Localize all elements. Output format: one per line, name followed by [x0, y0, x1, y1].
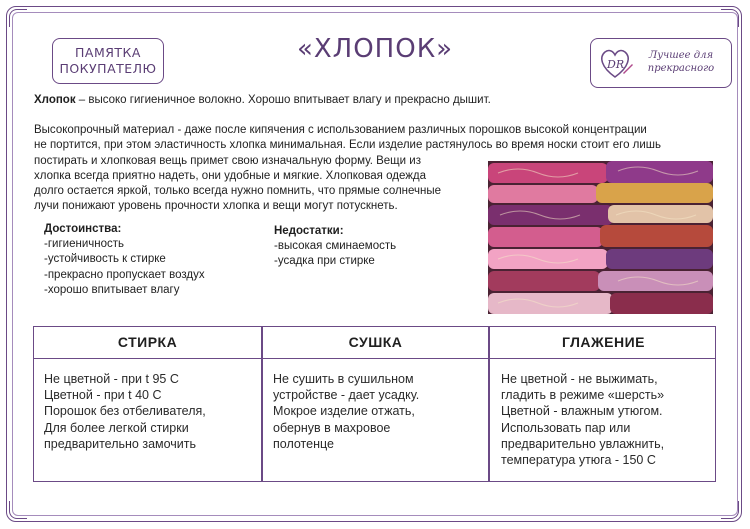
cell-line: Не цветной - при t 95 С — [44, 372, 179, 386]
paragraph-line: Высокопрочный материал - даже после кипячения с использованием различных порошков высокой концентрации — [34, 124, 647, 136]
cell-line: температура утюга - 150 С — [501, 453, 656, 468]
advantages-title: Достоинства: — [44, 223, 122, 235]
list-item: -устойчивость к стирке — [44, 253, 166, 266]
ironing-cell — [501, 371, 664, 468]
cell-line: Использовать пар или — [501, 420, 631, 435]
intro-rest: – высоко гигиеничное волокно. Хорошо впитывает влагу и прекрасно дышит. — [75, 94, 491, 106]
paragraph-line: долго остается яркой, только всегда нужно помнить, что прямые солнечные — [34, 185, 442, 198]
cell-line: Не цветной - не выжимать, — [501, 372, 658, 386]
drying-cell — [273, 371, 419, 452]
cell-line: полотенце — [273, 436, 334, 451]
list-item: -высокая сминаемость — [274, 240, 397, 253]
list-item: -хорошо впитывает влагу — [44, 283, 180, 296]
brand-logo — [590, 38, 732, 88]
monogram-icon — [595, 43, 635, 83]
column-divider — [488, 327, 490, 481]
logo-slogan: Лучшее для прекрасного — [647, 50, 715, 74]
list-item: -гигиеничность — [44, 238, 124, 251]
cell-line: Цветной - влажным утюгом. — [501, 404, 663, 419]
cell-line: гладить в режиме «шерсть» — [501, 388, 665, 403]
cell-line: Не сушить в сушильном — [273, 372, 414, 386]
intro-term: Хлопок — [34, 94, 76, 106]
paragraph-line: хлопка всегда приятно надеть, они удобные и мягкие. Хлопковая одежда — [34, 169, 427, 182]
header-ironing: ГЛАЖЕНИЕ — [561, 334, 646, 350]
buyer-memo-badge — [52, 38, 164, 84]
cell-line: Порошок без отбеливателя, — [44, 404, 206, 419]
care-table-header — [34, 327, 715, 359]
list-item: -усадка при стирке — [274, 255, 375, 268]
page-title: «ХЛОПОК» — [296, 34, 454, 64]
washing-cell — [44, 371, 206, 452]
paragraph-line: лучи понижают уровень прочности хлопка и вещи могут потускнеть. — [34, 200, 398, 213]
cell-line: устройстве - дает усадку. — [273, 388, 420, 403]
column-divider — [261, 327, 263, 481]
care-table — [33, 326, 716, 482]
cell-line: обернув в махровое — [273, 420, 391, 435]
header-washing: СТИРКА — [117, 334, 178, 350]
folded-textiles-photo — [488, 161, 713, 314]
paragraph-line: не портится, при этом эластичность хлопка минимальная. Если изделие растянулось во время носки стоит его лишь — [34, 139, 662, 152]
intro-text — [34, 93, 724, 108]
advantages-list — [44, 222, 205, 298]
cell-line: Для более легкой стирки — [44, 420, 189, 435]
cell-line: предварительно замочить — [44, 436, 197, 451]
cell-line: предварительно увлажнить, — [501, 436, 665, 451]
monogram-text: DR — [607, 58, 625, 71]
disadvantages-list — [274, 224, 396, 270]
cell-line: Цветной - при t 40 С — [44, 388, 162, 403]
header-drying: СУШКА — [348, 334, 403, 350]
disadvantages-title: Недостатки: — [274, 225, 344, 237]
badge-text: ПАМЯТКА ПОКУПАТЕЛЮ — [59, 45, 157, 76]
cell-line: Мокрое изделие отжать, — [273, 404, 415, 419]
list-item: -прекрасно пропускает воздух — [44, 268, 205, 281]
paragraph-line: постирать и хлопковая вещь примет свою изначальную форму. Вещи из — [34, 154, 421, 167]
